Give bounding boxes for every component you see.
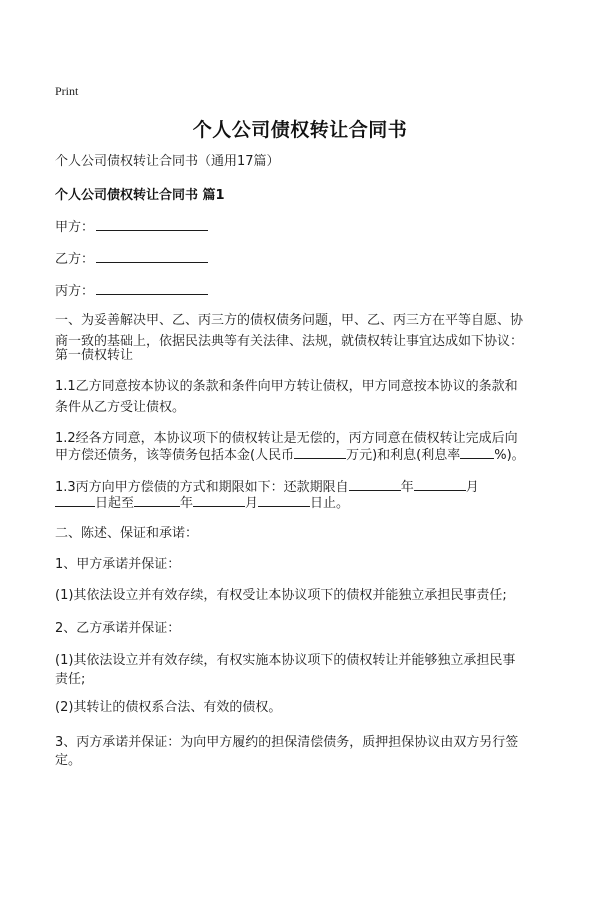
- clause13-year-text: 年: [400, 480, 414, 495]
- clause13-month-text: 月: [465, 480, 479, 495]
- start-month-blank: [414, 476, 466, 491]
- clause12-end-text: %)。: [494, 448, 525, 463]
- party-jia-label: 甲方：: [55, 220, 95, 235]
- party-bing-blank: [96, 280, 208, 295]
- interest-rate-blank: [460, 444, 494, 459]
- party-jia-blank: [96, 216, 208, 231]
- clause12-interest-text: 万元)和利息(利息率: [346, 448, 461, 463]
- party-bing-label: 丙方：: [55, 284, 95, 299]
- yi-commit-item2: (2)其转让的债权系合法、有效的债权。: [55, 700, 282, 715]
- start-day-blank: [55, 492, 95, 507]
- section-heading: 个人公司债权转让合同书 篇1: [55, 188, 225, 203]
- bing-commit-line1: 3、丙方承诺并保证：为向甲方履约的担保清偿债务，质押担保协议由双方另行签: [55, 735, 519, 750]
- clause2-heading: 二、陈述、保证和承诺：: [55, 526, 199, 541]
- end-year-blank: [134, 492, 180, 507]
- clause13-line2: [55, 492, 550, 514]
- principal-amount-blank: [294, 444, 346, 459]
- clause1-line3: 第一债权转让: [55, 348, 134, 363]
- party-bing-row: [55, 280, 550, 302]
- document-subtitle: 个人公司债权转让合同书（通用17篇）: [55, 154, 280, 169]
- yi-commit-heading: 2、乙方承诺并保证：: [55, 621, 181, 636]
- clause1-line2: 商一致的基础上，依据民法典等有关法律、法规，就债权转让事宜达成如下协议：: [55, 334, 524, 349]
- yi-commit-item1-line1: (1)其依法设立并有效存续，有权实施本协议项下的债权转让并能够独立承担民事: [55, 653, 516, 668]
- clause11-line2: 条件从乙方受让债权。: [55, 400, 186, 415]
- clause1-line1: 一、为妥善解决甲、乙、丙三方的债权债务问题，甲、乙、丙三方在平等自愿、协: [55, 313, 524, 328]
- party-jia-row: [55, 216, 550, 238]
- yi-commit-item1-line2: 责任;: [55, 672, 86, 687]
- print-label: Print: [55, 84, 79, 98]
- jia-commit-item1: (1)其依法设立并有效存续，有权受让本协议项下的债权并能独立承担民事责任;: [55, 588, 507, 603]
- clause12-line1: 1.2经各方同意，本协议项下的债权转让是无偿的，丙方同意在债权转让完成后向: [55, 431, 518, 446]
- bing-commit-line2: 定。: [55, 753, 82, 768]
- party-yi-row: [55, 248, 550, 270]
- start-year-blank: [349, 476, 401, 491]
- clause13-until-text: 日起至: [95, 496, 135, 511]
- end-month-blank: [193, 492, 245, 507]
- party-yi-label: 乙方：: [55, 252, 95, 267]
- clause13-end-text: 日止。: [310, 496, 350, 511]
- clause13-term-text: 1.3丙方向甲方偿债的方式和期限如下：还款期限自: [55, 480, 349, 495]
- party-yi-blank: [96, 248, 208, 263]
- jia-commit-heading: 1、甲方承诺并保证：: [55, 557, 181, 572]
- clause12-line2: [55, 444, 550, 466]
- clause13-end-year-text: 年: [180, 496, 194, 511]
- end-day-blank: [258, 492, 310, 507]
- page-title: 个人公司债权转让合同书: [192, 119, 408, 141]
- clause11-line1: 1.1乙方同意按本协议的条款和条件向甲方转让债权，甲方同意按本协议的条款和: [55, 379, 518, 394]
- clause12-principal-text: 甲方偿还债务，该等债务包括本金(人民币: [55, 448, 295, 463]
- clause13-end-month-text: 月: [245, 496, 259, 511]
